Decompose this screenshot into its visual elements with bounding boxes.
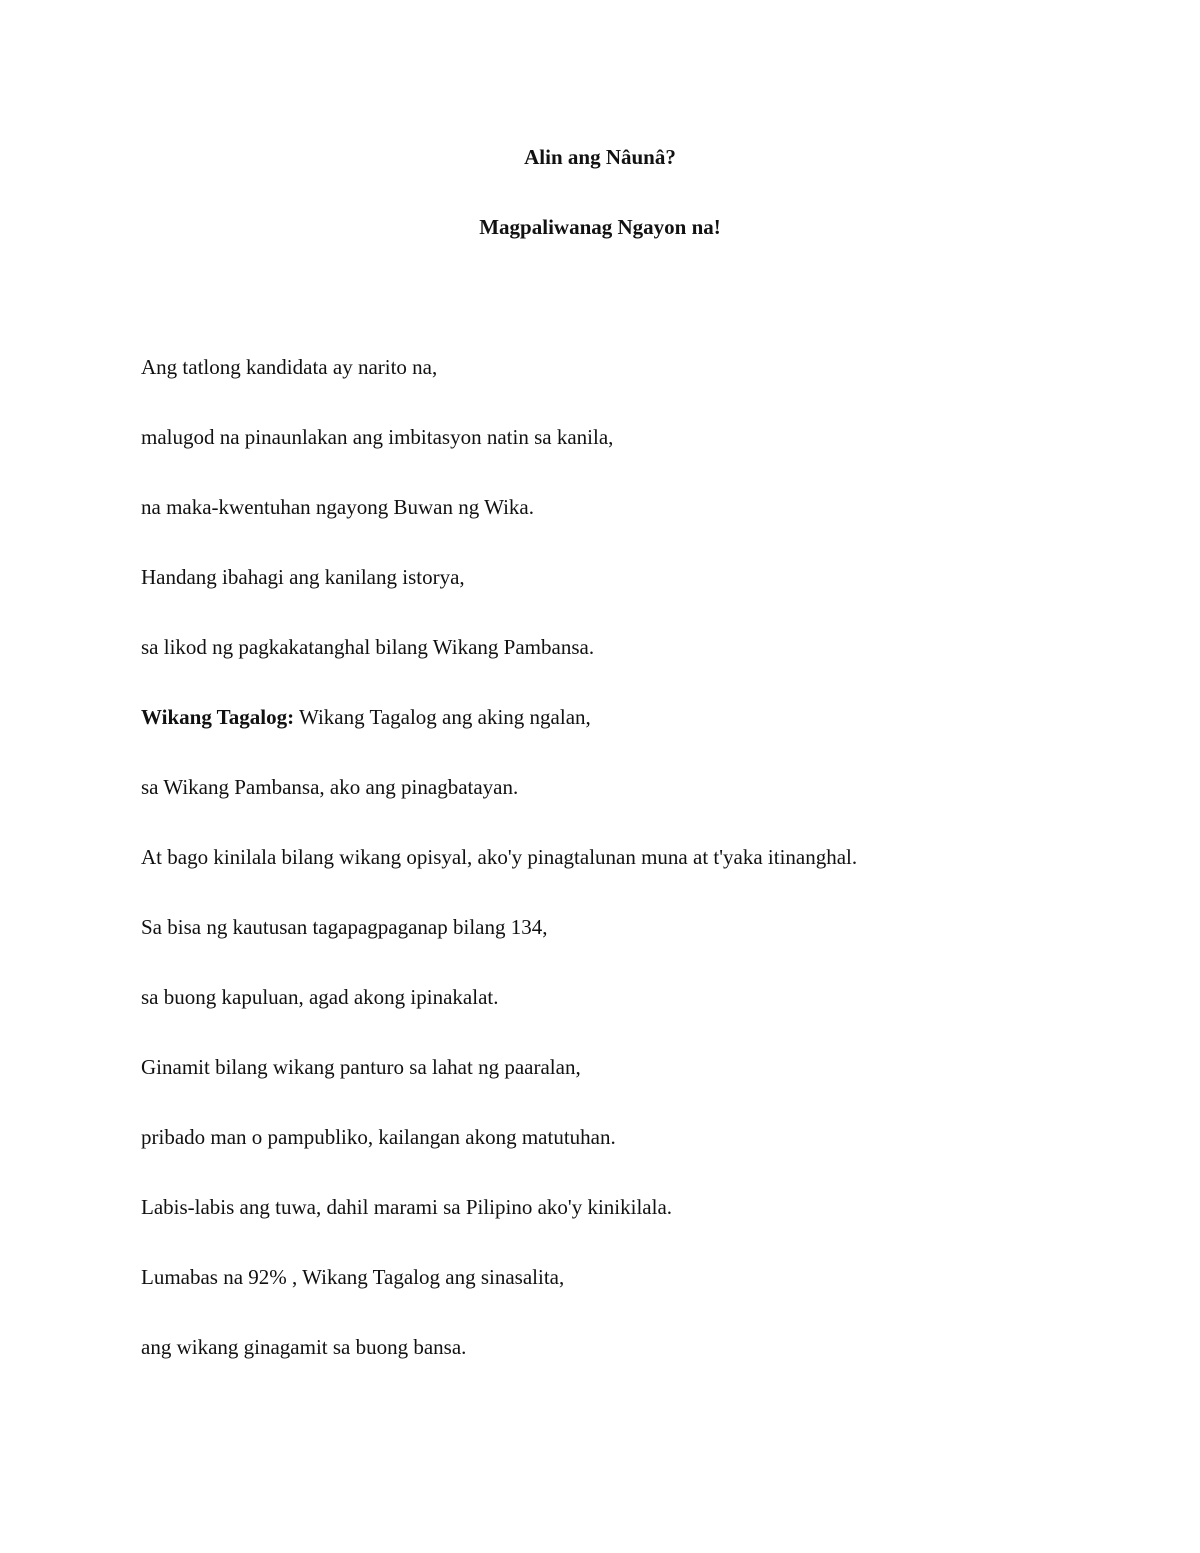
poem-line-8: At bago kinilala bilang wikang opisyal, ako'y pinagtalunan muna at t'yaka itinanghal. (141, 845, 858, 869)
poem-line-6 (141, 705, 591, 729)
poem-line-1: Ang tatlong kandidata ay narito na, (141, 355, 438, 379)
poem-line-7: sa Wikang Pambansa, ako ang pinagbatayan. (141, 775, 519, 799)
speaker-line-text: Wikang Tagalog ang aking ngalan, (294, 705, 591, 729)
poem-line-15: ang wikang ginagamit sa buong bansa. (141, 1335, 467, 1359)
poem-line-11: Ginamit bilang wikang panturo sa lahat ng paaralan, (141, 1055, 581, 1079)
poem-line-9: Sa bisa ng kautusan tagapagpaganap bilang 134, (141, 915, 548, 939)
poem-line-4: Handang ibahagi ang kanilang istorya, (141, 565, 465, 589)
poem-line-2: malugod na pinaunlakan ang imbitasyon natin sa kanila, (141, 425, 614, 449)
document-subtitle: Magpaliwanag Ngayon na! (479, 215, 721, 239)
poem-line-13: Labis-labis ang tuwa, dahil marami sa Pilipino ako'y kinikilala. (141, 1195, 673, 1219)
speaker-label: Wikang Tagalog: (141, 705, 295, 729)
document-title: Alin ang Nâunâ? (524, 145, 676, 169)
poem-line-5: sa likod ng pagkakatanghal bilang Wikang Pambansa. (141, 635, 595, 659)
poem-line-10: sa buong kapuluan, agad akong ipinakalat. (141, 985, 499, 1009)
poem-line-14: Lumabas na 92% , Wikang Tagalog ang sinasalita, (141, 1265, 565, 1289)
poem-line-12: pribado man o pampubliko, kailangan akong matutuhan. (141, 1125, 616, 1149)
poem-line-3: na maka-kwentuhan ngayong Buwan ng Wika. (141, 495, 535, 519)
